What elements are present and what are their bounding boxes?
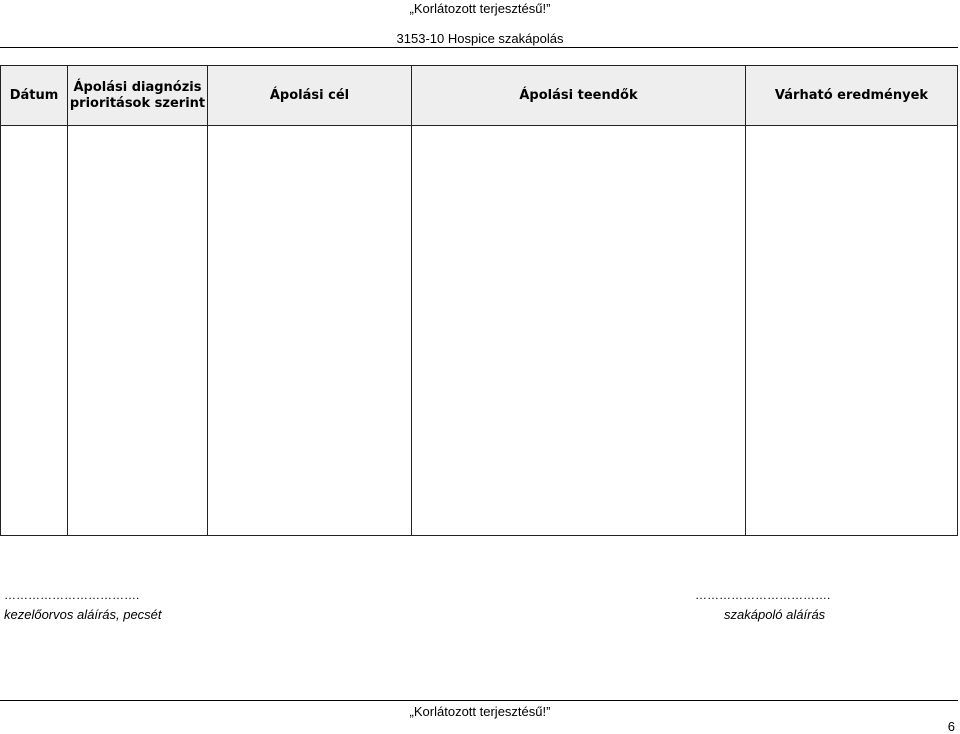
- table-row: [1, 126, 958, 536]
- date-cell[interactable]: [1, 126, 68, 536]
- nurse-signature-line: …………………………….: [695, 588, 831, 602]
- care-plan-table: [0, 65, 958, 536]
- diagnosis-cell[interactable]: [68, 126, 208, 536]
- document-title: 3153-10 Hospice szakápolás: [396, 31, 564, 46]
- column-header-diagnosis: Ápolási diagnózis prioritások szerint: [68, 66, 208, 126]
- expected-results-cell[interactable]: [746, 126, 958, 536]
- page-number: 6: [947, 719, 955, 734]
- header-restricted-notice: „Korlátozott terjesztésű!”: [409, 1, 551, 16]
- physician-signature-label: kezelőorvos aláírás, pecsét: [4, 607, 162, 622]
- column-header-goal: Ápolási cél: [208, 66, 412, 126]
- column-header-expected-results: Várható eredmények: [746, 66, 958, 126]
- goal-cell[interactable]: [208, 126, 412, 536]
- physician-signature-line: …………………………….: [4, 588, 140, 602]
- column-header-date: Dátum: [1, 66, 68, 126]
- nurse-signature-label: szakápoló aláírás: [724, 607, 826, 622]
- header-divider: [0, 47, 958, 48]
- footer-divider: [0, 700, 958, 701]
- footer-restricted-notice: „Korlátozott terjesztésű!”: [409, 704, 551, 719]
- table-header-row: [1, 66, 958, 126]
- column-header-tasks: Ápolási teendők: [412, 66, 746, 126]
- tasks-cell[interactable]: [412, 126, 746, 536]
